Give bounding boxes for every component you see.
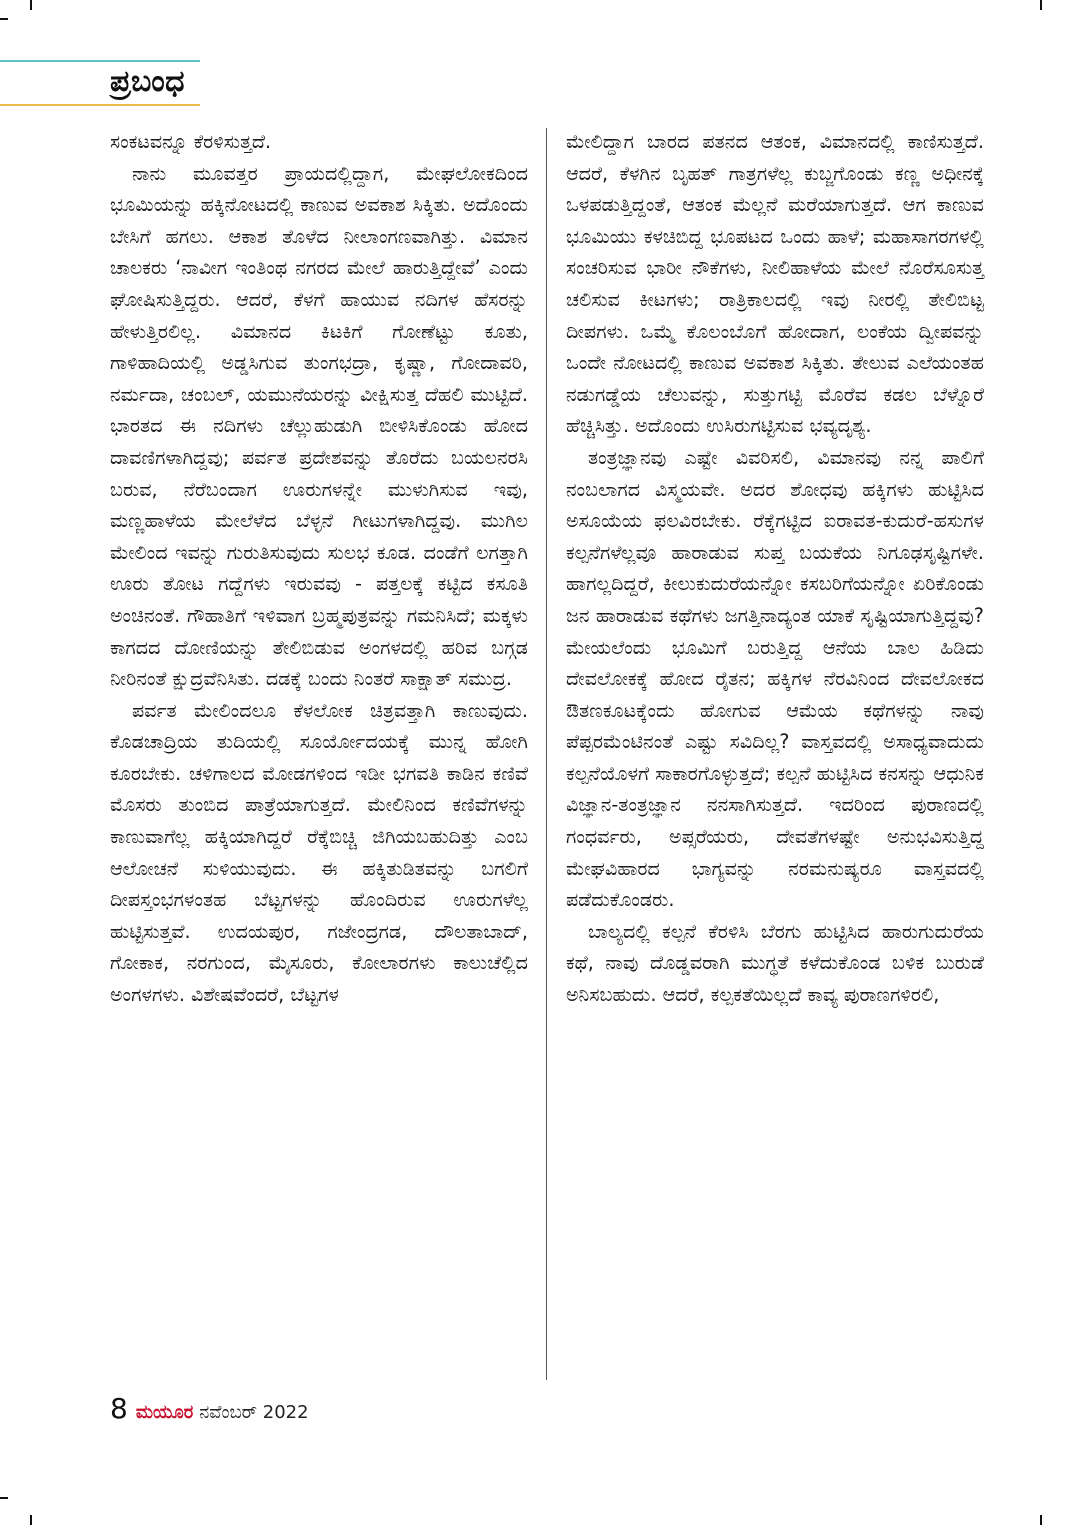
paragraph: ತಂತ್ರಜ್ಞಾನವು ಎಷ್ಟೇ ವಿವರಿಸಲಿ, ವಿಮಾನವು ನನ್ನ ಪಾಲಿಗೆ ನಂಬಲಾಗದ ವಿಸ್ಮಯವೇ. ಅದರ ಶೋಧವು ಹಕ್ಕಿಗಳು ಹುಟ್ಟಿಸಿದ ಅಸೂಯೆಯ ಫಲವಿರಬೇಕು. ರೆಕ್ಕೆಗಟ್ಟಿದ ಐರಾವತ-ಕುದುರೆ-ಹಸುಗಳ ಕಲ್ಪನೆಗಳೆಲ್ಲವೂ ಹಾರಾಡುವ ಸುಪ್ತ ಬಯಕೆಯ ನಿಗೂಢಸೃಷ್ಟಿಗಳೇ. ಹಾಗಲ್ಲದಿದ್ದರೆ, ಕೀಲುಕುದುರೆಯನ್ನೋ ಕಸಬರಿಗೆಯನ್ನೋ ಏರಿಕೊಂಡು ಜನ ಹಾರಾಡುವ ಕಥೆಗಳು ಜಗತ್ತಿನಾದ್ಯಂತ ಯಾಕೆ ಸೃಷ್ಟಿಯಾಗುತ್ತಿದ್ದವು? ಮೇಯಲೆಂದು ಭೂಮಿಗೆ ಬರುತ್ತಿದ್ದ ಆನೆಯ ಬಾಲ ಹಿಡಿದು ದೇವಲೋಕಕ್ಕೆ ಹೋದ ರೈತನ; ಹಕ್ಕಿಗಳ ನೆರವಿನಿಂದ ದೇವಲೋಕದ ಔತಣಕೂಟಕ್ಕೆಂದು ಹೋಗುವ ಆಮೆಯ ಕಥೆಗಳನ್ನು ನಾವು ಪೆಪ್ಪರಮೆಂಟಿನಂತೆ ಎಷ್ಟು ಸವಿದಿಲ್ಲ? ವಾಸ್ತವದಲ್ಲಿ ಅಸಾಧ್ಯವಾದುದು ಕಲ್ಪನೆಯೊಳಗೆ ಸಾಕಾರಗೊಳ್ಳುತ್ತದೆ; ಕಲ್ಪನೆ ಹುಟ್ಟಿಸಿದ ಕನಸನ್ನು ಆಧುನಿಕ ವಿಜ್ಞಾನ-ತಂತ್ರಜ್ಞಾನ ನನಸಾಗಿಸುತ್ತದೆ. ಇದರಿಂದ ಪುರಾಣದಲ್ಲಿ ಗಂಧರ್ವರು, ಅಪ್ಸರೆಯರು, ದೇವತೆಗಳಷ್ಟೇ ಅನುಭವಿಸುತ್ತಿದ್ದ ಮೇಘವಿಹಾರದ ಭಾಗ್ಯವನ್ನು ನರಮನುಷ್ಯರೂ ವಾಸ್ತವದಲ್ಲಿ ಪಡೆದುಕೊಂಡರು.: [566, 445, 984, 912]
column-divider: [546, 128, 547, 1380]
crop-mark-bottom-right: [1040, 1515, 1042, 1525]
issue-date: ನವೆಂಬರ್ 2022: [199, 1402, 309, 1423]
crop-mark-top-left: [0, 18, 8, 20]
section-title: ಪ್ರಬಂಧ: [110, 64, 186, 99]
paragraph: ಬಾಲ್ಯದಲ್ಲಿ ಕಲ್ಪನೆ ಕೆರಳಿಸಿ ಬೆರಗು ಹುಟ್ಟಿಸಿದ ಹಾರುಗುದುರೆಯ ಕಥೆ, ನಾವು ದೊಡ್ಡವರಾಗಿ ಮುಗ್ಧತೆ ಕಳೆದುಕೊಂಡ ಬಳಿಕ ಬುರುಡೆ ಅನಿಸಬಹುದು. ಆದರೆ, ಕಲ್ಪಕತೆಯಿಲ್ಲದೆ ಕಾವ್ಯ ಪುರಾಣಗಳಿರಲಿ,: [566, 919, 984, 1007]
page-footer: [110, 1392, 309, 1425]
article-column-left: [110, 126, 528, 1011]
paragraph: ಮೇಲಿದ್ದಾಗ ಬಾರದ ಪತನದ ಆತಂಕ, ವಿಮಾನದಲ್ಲಿ ಕಾಣಿಸುತ್ತದೆ. ಆದರೆ, ಕೆಳಗಿನ ಬೃಹತ್ ಗಾತ್ರಗಳೆಲ್ಲ ಕುಬ್ಜಗೊಂಡು ಕಣ್ಣ ಅಧೀನಕ್ಕೆ ಒಳಪಡುತ್ತಿದ್ದಂತೆ, ಆತಂಕ ಮೆಲ್ಲನೆ ಮರೆಯಾಗುತ್ತದೆ. ಆಗ ಕಾಣುವ ಭೂಮಿಯು ಕಳಚಿಬಿದ್ದ ಭೂಪಟದ ಒಂದು ಹಾಳೆ; ಮಹಾಸಾಗರಗಳಲ್ಲಿ ಸಂಚರಿಸುವ ಭಾರೀ ನೌಕೆಗಳು, ನೀಲಿಹಾಳೆಯ ಮೇಲೆ ನೊರೆಸೂಸುತ್ತ ಚಲಿಸುವ ಕೀಟಗಳು; ರಾತ್ರಿಕಾಲದಲ್ಲಿ ಇವು ನೀರಲ್ಲಿ ತೇಲಿಬಿಟ್ಟ ದೀಪಗಳು. ಒಮ್ಮೆ ಕೊಲಂಬೊಗೆ ಹೋದಾಗ, ಲಂಕೆಯ ದ್ವೀಪವನ್ನು ಒಂದೇ ನೋಟದಲ್ಲಿ ಕಾಣುವ ಅವಕಾಶ ಸಿಕ್ಕಿತು. ತೇಲುವ ಎಲೆಯಂತಹ ನಡುಗಡ್ಡೆಯ ಚೆಲುವನ್ನು, ಸುತ್ತುಗಟ್ಟಿ ಮೊರೆವ ಕಡಲ ಬೆಳ್ನೊರೆ ಹೆಚ್ಚಿಸಿತ್ತು. ಅದೊಂದು ಉಸಿರುಗಟ್ಟಿಸುವ ಭವ್ಯದೃಶ್ಯ.: [566, 130, 984, 438]
article-column-right: [566, 126, 984, 1011]
crop-mark-top: [30, 0, 32, 10]
crop-mark-bottom-left: [0, 1497, 8, 1499]
crop-mark-bottom: [30, 1515, 32, 1525]
section-header-rule-bottom: [0, 104, 200, 106]
magazine-logo: ಮಯೂರ: [135, 1402, 194, 1423]
paragraph: ಸಂಕಟವನ್ನೂ ಕೆರಳಿಸುತ್ತದೆ.: [110, 130, 272, 153]
section-header-rule-top: [0, 60, 200, 62]
page-number: 8: [110, 1392, 128, 1425]
crop-mark-top-right: [1040, 0, 1042, 10]
paragraph: ನಾನು ಮೂವತ್ತರ ಪ್ರಾಯದಲ್ಲಿದ್ದಾಗ, ಮೇಘಲೋಕದಿಂದ ಭೂಮಿಯನ್ನು ಹಕ್ಕಿನೋಟದಲ್ಲಿ ಕಾಣುವ ಅವಕಾಶ ಸಿಕ್ಕಿತು. ಅದೊಂದು ಬೇಸಿಗೆ ಹಗಲು. ಆಕಾಶ ತೊಳೆದ ನೀಲಾಂಗಣವಾಗಿತ್ತು. ವಿಮಾನ ಚಾಲಕರು ‘ನಾವೀಗ ಇಂತಿಂಥ ನಗರದ ಮೇಲೆ ಹಾರುತ್ತಿದ್ದೇವೆ’ ಎಂದು ಘೋಷಿಸುತ್ತಿದ್ದರು. ಆದರೆ, ಕೆಳಗೆ ಹಾಯುವ ನದಿಗಳ ಹೆಸರನ್ನು ಹೇಳುತ್ತಿರಲಿಲ್ಲ. ವಿಮಾನದ ಕಿಟಕಿಗೆ ಗೋಣೆಟ್ಟು ಕೂತು, ಗಾಳಿಹಾದಿಯಲ್ಲಿ ಅಡ್ಡಸಿಗುವ ತುಂಗಭದ್ರಾ, ಕೃಷ್ಣಾ, ಗೋದಾವರಿ, ನರ್ಮದಾ, ಚಂಬಲ್, ಯಮುನೆಯರನ್ನು ವೀಕ್ಷಿಸುತ್ತ ದೆಹಲಿ ಮುಟ್ಟಿದೆ. ಭಾರತದ ಈ ನದಿಗಳು ಚೆಲ್ಲುಹುಡುಗಿ ಬೀಳಿಸಿಕೊಂಡು ಹೋದ ದಾವಣಿಗಳಾಗಿದ್ದವು; ಪರ್ವತ ಪ್ರದೇಶವನ್ನು ತೊರೆದು ಬಯಲನರಸಿ ಬರುವ, ನೆರೆಬಂದಾಗ ಊರುಗಳನ್ನೇ ಮುಳುಗಿಸುವ ಇವು, ಮಣ್ಣಹಾಳೆಯ ಮೇಲೆಳೆದ ಬೆಳ್ಳನೆ ಗೀಟುಗಳಾಗಿದ್ದವು. ಮುಗಿಲ ಮೇಲಿಂದ ಇವನ್ನು ಗುರುತಿಸುವುದು ಸುಲಭ ಕೂಡ. ದಂಡೆಗೆ ಲಗತ್ತಾಗಿ ಊರು ತೋಟ ಗದ್ದೆಗಳು ಇರುವವು - ಪತ್ತಲಕ್ಕೆ ಕಟ್ಟಿದ ಕಸೂತಿ ಅಂಚಿನಂತೆ. ಗೌಹಾತಿಗೆ ಇಳಿವಾಗ ಬ್ರಹ್ಮಪುತ್ರವನ್ನು ಗಮನಿಸಿದೆ; ಮಕ್ಕಳು ಕಾಗದದ ದೋಣಿಯನ್ನು ತೇಲಿಬಿಡುವ ಅಂಗಳದಲ್ಲಿ ಹರಿವ ಬಗ್ಗಡ ನೀರಿನಂತೆ ಕ್ಷುದ್ರವೆನಿಸಿತು. ದಡಕ್ಕೆ ಬಂದು ನಿಂತರೆ ಸಾಕ್ಷಾತ್ ಸಮುದ್ರ.: [110, 161, 528, 691]
paragraph: ಪರ್ವತ ಮೇಲಿಂದಲೂ ಕೆಳಲೋಕ ಚಿತ್ರವತ್ತಾಗಿ ಕಾಣುವುದು. ಕೊಡಚಾದ್ರಿಯ ತುದಿಯಲ್ಲಿ ಸೂರ್ಯೋದಯಕ್ಕೆ ಮುನ್ನ ಹೋಗಿ ಕೂರಬೇಕು. ಚಳಿಗಾಲದ ಮೋಡಗಳಿಂದ ಇಡೀ ಭಗವತಿ ಕಾಡಿನ ಕಣಿವೆ ಮೊಸರು ತುಂಬಿದ ಪಾತ್ರೆಯಾಗುತ್ತದೆ. ಮೇಲಿನಿಂದ ಕಣಿವೆಗಳನ್ನು ಕಾಣುವಾಗೆಲ್ಲ ಹಕ್ಕಿಯಾಗಿದ್ದರೆ ರೆಕ್ಕೆಬಿಚ್ಚಿ ಜಿಗಿಯಬಹುದಿತ್ತು ಎಂಬ ಆಲೋಚನೆ ಸುಳಿಯುವುದು. ಈ ಹಕ್ಕಿತುಡಿತವನ್ನು ಬಗಲಿಗೆ ದೀಪಸ್ತಂಭಗಳಂತಹ ಬೆಟ್ಟಗಳನ್ನು ಹೊಂದಿರುವ ಊರುಗಳೆಲ್ಲ ಹುಟ್ಟಿಸುತ್ತವೆ. ಉದಯಪುರ, ಗಜೇಂದ್ರಗಡ, ದೌಲತಾಬಾದ್, ಗೋಕಾಕ, ನರಗುಂದ, ಮೈಸೂರು, ಕೋಲಾರಗಳು ಕಾಲುಚೆಲ್ಲಿದ ಅಂಗಳಗಳು. ವಿಶೇಷವೆಂದರೆ, ಬೆಟ್ಟಗಳ: [110, 698, 528, 1007]
